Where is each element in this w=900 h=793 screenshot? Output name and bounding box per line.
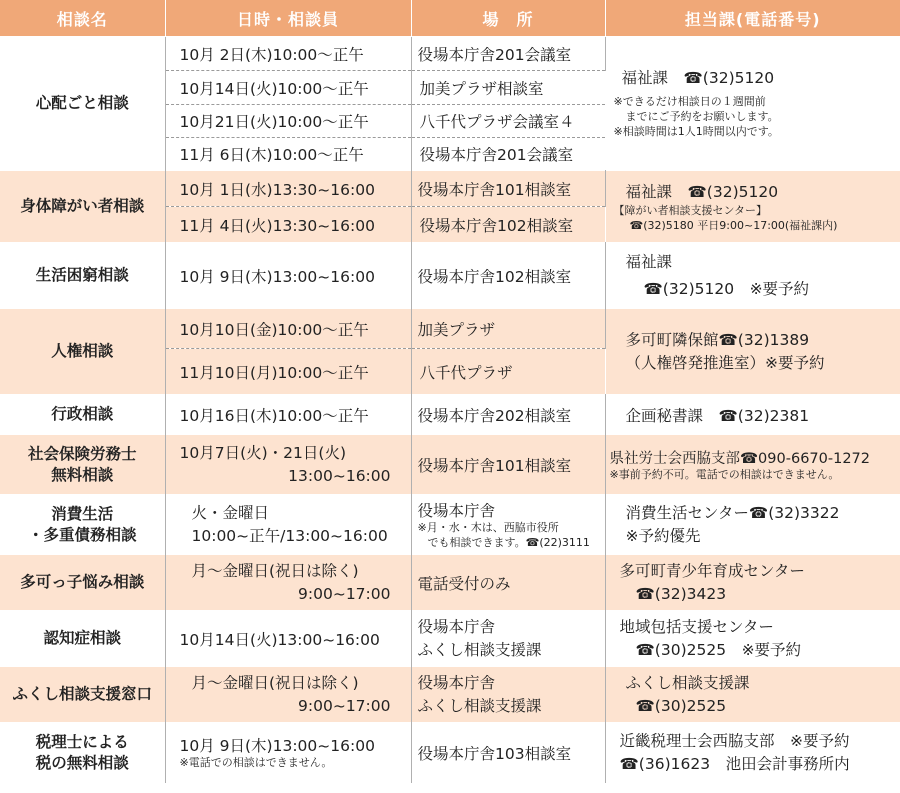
contact-cell bbox=[605, 243, 900, 309]
contact-line: ☎(32)5120 ※要予約 bbox=[643, 279, 810, 298]
date-line: 月～金曜日(祝日は除く) bbox=[191, 562, 359, 581]
contact-line: 企画秘書課 ☎(32)2381 bbox=[625, 406, 810, 425]
place-cell: 役場本庁舎201会議室 bbox=[411, 37, 605, 71]
date-cell bbox=[165, 435, 411, 495]
contact-line: 福祉課 ☎(32)5120 bbox=[625, 182, 779, 201]
contact-cell bbox=[605, 495, 900, 555]
contact-line: ※予約優先 bbox=[625, 526, 701, 545]
time-line: 9:00~17:00 bbox=[298, 696, 391, 715]
consult-name bbox=[0, 495, 165, 555]
time-line: 13:00~16:00 bbox=[288, 466, 391, 485]
table-row bbox=[0, 723, 900, 783]
consult-name: 生活困窮相談 bbox=[0, 243, 165, 309]
date-note: ※電話での相談はできません。 bbox=[179, 756, 333, 770]
contact-note: までにご予約をお願いします。 bbox=[625, 110, 779, 124]
date-cell: 11月 4日(火)13:30~16:00 bbox=[165, 207, 411, 243]
contact-note: ※相談時間は1人1時間以内です。 bbox=[613, 125, 779, 139]
place-cell bbox=[411, 495, 605, 555]
consult-name-line: 税の無料相談 bbox=[35, 753, 129, 772]
table-row bbox=[0, 171, 900, 207]
date-line: 火・金曜日 bbox=[191, 504, 270, 523]
date-line: 10月 9日(木)13:00~16:00 bbox=[179, 737, 375, 756]
contact-line: 多可町青少年育成センター bbox=[619, 562, 805, 581]
consult-name-line: 社会保険労務士 bbox=[27, 444, 137, 463]
header-row bbox=[0, 0, 900, 37]
place-note: ※月・水・木は、西脇市役所 bbox=[417, 520, 559, 534]
contact-line: 県社労士会西脇支部☎090-6670-1272 bbox=[609, 450, 871, 467]
contact-line: ふくし相談支援課 bbox=[625, 674, 750, 693]
contact-cell bbox=[605, 395, 900, 435]
contact-line: 近畿税理士会西脇支部 ※要予約 bbox=[619, 732, 850, 751]
contact-note: ※できるだけ相談日の１週間前 bbox=[613, 95, 766, 109]
date-cell: 10月21日(火)10:00～正午 bbox=[165, 105, 411, 138]
place-cell: 役場本庁舎102相談室 bbox=[411, 243, 605, 309]
place-line: 役場本庁舎 bbox=[417, 618, 496, 637]
place-cell: 加美プラザ相談室 bbox=[411, 71, 605, 105]
contact-line: ☎(30)2525 ※要予約 bbox=[635, 640, 802, 659]
contact-cell bbox=[605, 435, 900, 495]
place-cell: 役場本庁舎101相談室 bbox=[411, 435, 605, 495]
consult-name: 身体障がい者相談 bbox=[0, 171, 165, 243]
date-cell bbox=[165, 555, 411, 611]
consult-name: 心配ごと相談 bbox=[0, 37, 165, 171]
contact-line: 福祉課 bbox=[625, 253, 673, 272]
contact-cell bbox=[605, 555, 900, 611]
contact-line: 多可町隣保館☎(32)1389 bbox=[625, 331, 810, 350]
header-datetime: 日時・相談員 bbox=[165, 0, 411, 37]
place-cell: 役場本庁舎102相談室 bbox=[411, 207, 605, 243]
contact-line: 地域包括支援センター bbox=[619, 618, 774, 637]
table-row bbox=[0, 243, 900, 309]
place-note: でも相談できます。☎(22)3111 bbox=[427, 535, 590, 549]
header-place: 場 所 bbox=[411, 0, 605, 37]
place-cell: 八千代プラザ bbox=[411, 349, 605, 395]
consult-name-line: 税理士による bbox=[35, 732, 129, 751]
consult-name: 認知症相談 bbox=[0, 611, 165, 667]
consult-name: 人権相談 bbox=[0, 309, 165, 395]
contact-line: （人権啓発推進室）※要予約 bbox=[625, 353, 825, 372]
contact-cell bbox=[605, 611, 900, 667]
consult-name bbox=[0, 723, 165, 783]
contact-cell bbox=[605, 171, 900, 243]
table-row bbox=[0, 495, 900, 555]
place-cell: 役場本庁舎101相談室 bbox=[411, 171, 605, 207]
place-cell: 電話受付のみ bbox=[411, 555, 605, 611]
contact-line: ☎(36)1623 池田会計事務所内 bbox=[619, 754, 850, 773]
date-cell: 10月 1日(水)13:30~16:00 bbox=[165, 171, 411, 207]
table-row bbox=[0, 37, 900, 71]
contact-cell bbox=[605, 37, 900, 171]
consult-name bbox=[0, 435, 165, 495]
date-cell: 10月16日(木)10:00～正午 bbox=[165, 395, 411, 435]
consult-name: ふくし相談支援窓口 bbox=[0, 667, 165, 723]
date-cell bbox=[165, 723, 411, 783]
place-cell: 役場本庁舎202相談室 bbox=[411, 395, 605, 435]
contact-line: 福祉課 ☎(32)5120 bbox=[621, 69, 775, 87]
date-cell: 10月14日(火)13:00~16:00 bbox=[165, 611, 411, 667]
table-row bbox=[0, 555, 900, 611]
place-line: ふくし相談支援課 bbox=[417, 640, 542, 659]
place-cell: 八千代プラザ会議室４ bbox=[411, 105, 605, 138]
header-name: 相談名 bbox=[0, 0, 165, 37]
date-cell: 10月 9日(木)13:00~16:00 bbox=[165, 243, 411, 309]
consult-name: 行政相談 bbox=[0, 395, 165, 435]
table-row bbox=[0, 395, 900, 435]
date-cell bbox=[165, 495, 411, 555]
date-line: 月～金曜日(祝日は除く) bbox=[191, 674, 359, 693]
date-cell: 11月 6日(木)10:00～正午 bbox=[165, 138, 411, 171]
date-line: 10月7日(火)・21日(火) bbox=[179, 444, 346, 463]
header-contact: 担当課(電話番号) bbox=[605, 0, 900, 37]
contact-line: 消費生活センター☎(32)3322 bbox=[625, 504, 840, 523]
place-line: 役場本庁舎 bbox=[417, 501, 496, 520]
place-cell: 加美プラザ bbox=[411, 309, 605, 349]
contact-line: ☎(30)2525 bbox=[635, 696, 727, 715]
place-cell bbox=[411, 611, 605, 667]
date-cell bbox=[165, 667, 411, 723]
consult-name-line: 消費生活 bbox=[51, 504, 114, 523]
date-cell: 11月10日(月)10:00～正午 bbox=[165, 349, 411, 395]
time-line: 10:00~正午/13:00~16:00 bbox=[191, 526, 388, 545]
consult-name-line: 無料相談 bbox=[51, 465, 114, 484]
table-row bbox=[0, 435, 900, 495]
contact-line: ☎(32)3423 bbox=[635, 584, 727, 603]
date-cell: 10月10日(金)10:00～正午 bbox=[165, 309, 411, 349]
table-row bbox=[0, 611, 900, 667]
table-row bbox=[0, 667, 900, 723]
place-line: ふくし相談支援課 bbox=[417, 696, 542, 715]
date-cell: 10月14日(火)10:00～正午 bbox=[165, 71, 411, 105]
place-cell: 役場本庁舎201会議室 bbox=[411, 138, 605, 171]
consult-name-line: ・多重債務相談 bbox=[27, 525, 137, 544]
contact-note: 【障がい者相談支援センター】 bbox=[613, 203, 768, 217]
place-cell bbox=[411, 667, 605, 723]
contact-note: ☎(32)5180 平日9:00~17:00(福祉課内) bbox=[629, 218, 838, 232]
contact-note: ※事前予約不可。電話での相談はできません。 bbox=[609, 467, 840, 481]
date-cell: 10月 2日(木)10:00～正午 bbox=[165, 37, 411, 71]
time-line: 9:00~17:00 bbox=[298, 584, 391, 603]
place-cell: 役場本庁舎103相談室 bbox=[411, 723, 605, 783]
consult-name: 多可っ子悩み相談 bbox=[0, 555, 165, 611]
table-row bbox=[0, 309, 900, 349]
place-line: 役場本庁舎 bbox=[417, 674, 496, 693]
contact-cell bbox=[605, 723, 900, 783]
contact-cell bbox=[605, 667, 900, 723]
contact-cell bbox=[605, 309, 900, 395]
